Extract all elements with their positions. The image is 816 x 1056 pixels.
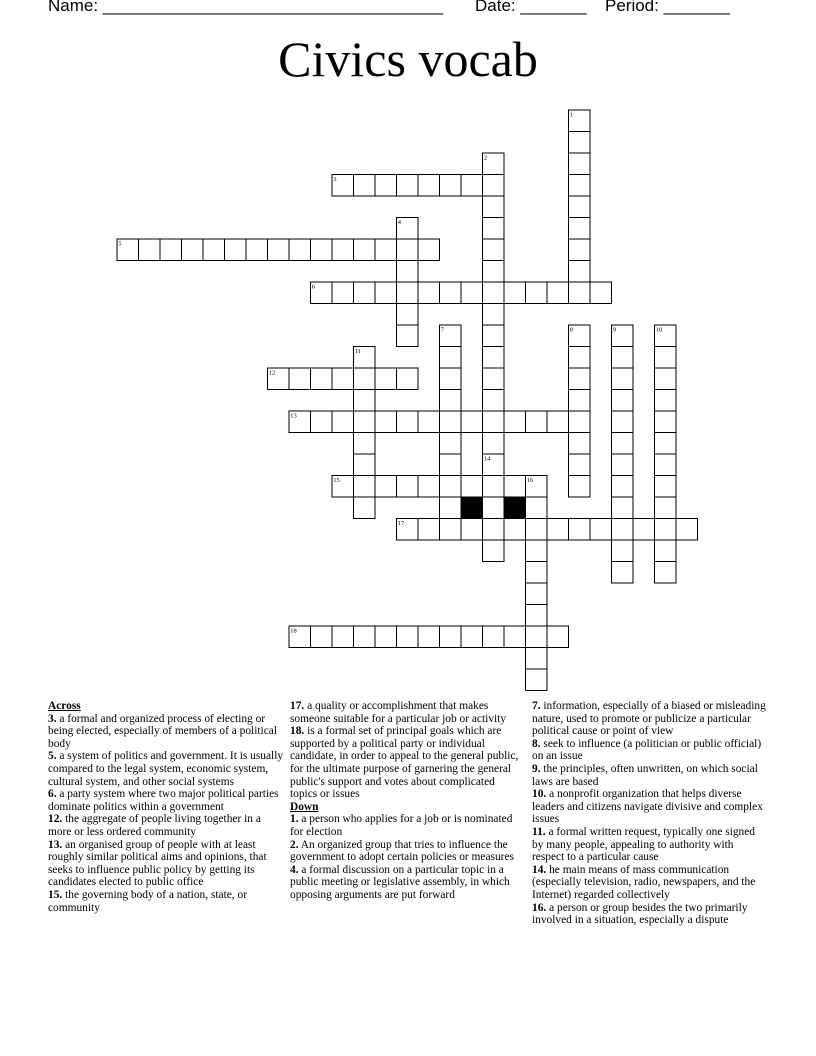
down-clue-list-continued: [532, 700, 768, 927]
clue-text: a person who applies for a job or is nominated for election: [290, 813, 513, 838]
crossword-cell[interactable]: [483, 175, 505, 197]
crossword-cell[interactable]: [440, 175, 462, 197]
crossword-cell[interactable]: [483, 390, 505, 412]
clue-number: 6.: [48, 788, 57, 801]
clue-number: 14.: [532, 863, 547, 876]
clue-number: 8.: [532, 737, 541, 750]
crossword-cell[interactable]: [612, 540, 634, 562]
clue-number: 1.: [290, 813, 299, 826]
crossword-cell[interactable]: [655, 562, 677, 584]
crossword-cell[interactable]: [440, 390, 462, 412]
down-clue: [532, 788, 768, 826]
clue-number: 7.: [532, 700, 541, 712]
crossword-cell[interactable]: [569, 153, 591, 175]
crossword-cell[interactable]: [139, 239, 161, 261]
crossword-cell[interactable]: [375, 368, 397, 390]
down-clue: [532, 738, 768, 763]
cell-number: 17: [397, 520, 405, 527]
crossword-cell[interactable]: [569, 433, 591, 455]
down-clue: [532, 700, 768, 738]
crossword-cell[interactable]: [418, 626, 440, 648]
clue-text: a person or group besides the two primarily involved in a situation, especially a dispute: [532, 901, 748, 927]
crossword-cell[interactable]: [354, 454, 376, 476]
crossword-cell[interactable]: [483, 304, 505, 326]
crossword-cell[interactable]: [440, 497, 462, 519]
crossword-cell[interactable]: [569, 454, 591, 476]
crossword-cell[interactable]: [440, 454, 462, 476]
cell-number: 7: [440, 326, 444, 334]
period-field[interactable]: Period: _______: [605, 0, 730, 15]
crossword-cell[interactable]: [526, 648, 548, 670]
crossword-cell[interactable]: [655, 411, 677, 433]
crossword-cell[interactable]: [483, 325, 505, 347]
crossword-cell[interactable]: [612, 433, 634, 455]
crossword-cell[interactable]: [569, 476, 591, 498]
crossword-cell[interactable]: [440, 476, 462, 498]
clue-text: a quality or accomplishment that makes someone suitable for a particular job or activity: [290, 700, 507, 725]
crossword-cell[interactable]: [655, 476, 677, 498]
crossword-cell[interactable]: [547, 282, 569, 304]
clue-text: a system of politics and government. It is usually compared to the legal system, economic system, cultural system, and other social systems: [48, 750, 284, 788]
crossword-cell[interactable]: [440, 282, 462, 304]
crossword-cell[interactable]: [182, 239, 204, 261]
crossword-cell[interactable]: [354, 239, 376, 261]
crossword-cell[interactable]: [397, 282, 419, 304]
crossword-cell[interactable]: [397, 368, 419, 390]
crossword-cell[interactable]: [332, 239, 354, 261]
crossword-cell[interactable]: [332, 282, 354, 304]
crossword-cell[interactable]: [461, 411, 483, 433]
crossword-cell[interactable]: [569, 519, 591, 541]
crossword-cell[interactable]: [397, 239, 419, 261]
clue-text: the aggregate of people living together in a more or less ordered community: [48, 813, 261, 838]
crossword-cell[interactable]: [397, 175, 419, 197]
crossword-cell[interactable]: [375, 411, 397, 433]
down-clue: [532, 864, 768, 902]
clue-text: a formal and organized process of electing or being elected, especially of members of a political body: [48, 712, 277, 750]
clue-number: 5.: [48, 750, 57, 763]
clue-number: 10.: [532, 788, 547, 801]
clue-text: is a formal set of principal goals which are supported by a political party or individual candidate, in order to appeal to the general public, for the ultimate purpose of garnering the general public's support and votes about complicated topics or issues: [290, 725, 519, 801]
crossword-cell[interactable]: [612, 411, 634, 433]
cell-number: 16: [526, 477, 534, 484]
clue-text: he main means of mass communication (especially television, radio, newspapers, and the Internet) regarded collectively: [532, 863, 756, 901]
crossword-cell[interactable]: [483, 519, 505, 541]
across-clue-list-continued: [290, 700, 524, 801]
crossword-cell[interactable]: [526, 626, 548, 648]
crossword-cell[interactable]: [504, 476, 526, 498]
crossword-cell[interactable]: [569, 132, 591, 154]
cell-number: 4: [397, 219, 401, 226]
crossword-cell[interactable]: [483, 476, 505, 498]
clue-number: 17.: [290, 700, 305, 712]
crossword-cell[interactable]: [504, 626, 526, 648]
crossword-cell[interactable]: [526, 282, 548, 304]
crossword-cell[interactable]: [461, 476, 483, 498]
crossword-cell[interactable]: [569, 239, 591, 261]
crossword-cell[interactable]: [246, 239, 268, 261]
crossword-cell[interactable]: [483, 497, 505, 519]
crossword-cell[interactable]: [225, 239, 247, 261]
name-field[interactable]: Name: ____________________________________: [48, 0, 444, 15]
crossword-cell[interactable]: [655, 454, 677, 476]
clues-column-1: [48, 700, 284, 914]
crossword-cell[interactable]: [612, 347, 634, 369]
crossword-cell[interactable]: [504, 519, 526, 541]
crossword-cell[interactable]: [569, 282, 591, 304]
crossword-cell[interactable]: [569, 175, 591, 197]
crossword-cell[interactable]: [289, 239, 311, 261]
crossword-cell[interactable]: [268, 239, 290, 261]
crossword-cell[interactable]: [655, 540, 677, 562]
crossword-cell[interactable]: [440, 433, 462, 455]
crossword-cell[interactable]: [569, 347, 591, 369]
crossword-cell[interactable]: [526, 519, 548, 541]
crossword-cell[interactable]: [612, 519, 634, 541]
clue-number: 15.: [48, 888, 63, 901]
crossword-cell[interactable]: [397, 411, 419, 433]
crossword-cell[interactable]: [590, 282, 612, 304]
black-square: [461, 497, 483, 519]
crossword-cell[interactable]: [655, 497, 677, 519]
across-clue-list: [48, 713, 284, 915]
cell-number: 13: [290, 412, 297, 420]
black-square: [504, 497, 526, 519]
clue-number: 16.: [532, 901, 547, 914]
crossword-cell[interactable]: [311, 239, 333, 261]
crossword-cell[interactable]: [655, 390, 677, 412]
crossword-cell[interactable]: [354, 411, 376, 433]
date-field[interactable]: Date: _______: [475, 0, 587, 15]
crossword-cell[interactable]: [526, 497, 548, 519]
crossword-cell[interactable]: [483, 282, 505, 304]
crossword-cell[interactable]: [612, 454, 634, 476]
cell-number: 10: [655, 326, 663, 334]
crossword-cell[interactable]: [418, 282, 440, 304]
crossword-cell[interactable]: [526, 605, 548, 627]
clue-number: 2.: [290, 838, 299, 851]
crossword-cell[interactable]: [504, 411, 526, 433]
crossword-cell[interactable]: [440, 411, 462, 433]
crossword-cell[interactable]: [418, 175, 440, 197]
crossword-cell[interactable]: [483, 239, 505, 261]
across-heading: Across: [48, 700, 81, 712]
crossword-cell[interactable]: [483, 540, 505, 562]
clue-number: 11.: [532, 825, 546, 838]
down-clue-list: [290, 813, 524, 901]
crossword-cell[interactable]: [418, 519, 440, 541]
crossword-cell[interactable]: [397, 261, 419, 283]
crossword-cell[interactable]: [397, 304, 419, 326]
clue-number: 4.: [290, 863, 299, 876]
page-title: Civics vocab: [278, 31, 538, 87]
clues-column-3: [532, 700, 768, 927]
crossword-cell[interactable]: [483, 368, 505, 390]
crossword-cell[interactable]: [483, 626, 505, 648]
down-clue: [532, 763, 768, 788]
across-clue: [290, 725, 524, 801]
crossword-cell[interactable]: [504, 282, 526, 304]
crossword-cell[interactable]: [375, 175, 397, 197]
crossword-cell[interactable]: [311, 626, 333, 648]
crossword-cell[interactable]: [375, 476, 397, 498]
crossword-cell[interactable]: [289, 368, 311, 390]
crossword-cell[interactable]: [440, 626, 462, 648]
crossword-cell[interactable]: [526, 411, 548, 433]
crossword-cell[interactable]: [483, 411, 505, 433]
clue-text: information, especially of a biased or misleading nature, used to promote or publicize a particular political cause or point of view: [532, 700, 766, 738]
crossword-cell[interactable]: [526, 669, 548, 691]
clue-number: 3.: [48, 712, 57, 725]
crossword-cell[interactable]: [440, 368, 462, 390]
crossword-cell[interactable]: [483, 218, 505, 240]
crossword-cell[interactable]: [354, 433, 376, 455]
crossword-cell[interactable]: [461, 175, 483, 197]
crossword-cell[interactable]: [547, 411, 569, 433]
clue-text: the governing body of a nation, state, or community: [48, 888, 247, 914]
clue-text: a formal discussion on a particular topic in a public meeting or legislative assembly, in which opposing arguments are put forward: [290, 863, 510, 901]
crossword-cell[interactable]: [418, 239, 440, 261]
crossword-cell[interactable]: [655, 368, 677, 390]
crossword-cell[interactable]: [160, 239, 182, 261]
crossword-cell[interactable]: [612, 562, 634, 584]
across-clue: [48, 750, 284, 788]
crossword-cell[interactable]: [526, 562, 548, 584]
crossword-cell[interactable]: [440, 519, 462, 541]
crossword-cell[interactable]: [569, 390, 591, 412]
crossword-cell[interactable]: [612, 497, 634, 519]
clue-text: seek to influence (a politician or public official) on an issue: [532, 737, 762, 763]
crossword-cell[interactable]: [461, 519, 483, 541]
crossword-cell[interactable]: [569, 196, 591, 218]
down-clue: [290, 864, 524, 902]
crossword-cell[interactable]: [332, 626, 354, 648]
cell-number: 18: [290, 627, 297, 635]
cell-number: 14: [483, 455, 491, 463]
clue-text: a party system where two major political parties dominate politics within a government: [48, 788, 279, 813]
crossword-cell[interactable]: [418, 476, 440, 498]
clue-text: an organised group of people with at least roughly similar political aims and opinions, that seeks to influence public policy by getting its candidates elected to public office: [48, 838, 267, 889]
cell-number: 15: [333, 477, 340, 484]
crossword-cell[interactable]: [311, 368, 333, 390]
down-heading: Down: [290, 800, 319, 813]
crossword-cell[interactable]: [203, 239, 225, 261]
crossword-cell[interactable]: [397, 476, 419, 498]
crossword-cell[interactable]: [375, 626, 397, 648]
cell-number: 3: [333, 176, 337, 183]
crossword-cell[interactable]: [354, 368, 376, 390]
crossword-cell[interactable]: [612, 390, 634, 412]
crossword-cell[interactable]: [375, 239, 397, 261]
cell-number: 9: [612, 326, 616, 334]
crossword-cell[interactable]: [483, 347, 505, 369]
clue-text: a nonprofit organization that helps diverse leaders and citizens navigate divisive and complex issues: [532, 788, 763, 826]
crossword-cell[interactable]: [354, 175, 376, 197]
crossword-cell[interactable]: [569, 368, 591, 390]
crossword-cell[interactable]: [332, 411, 354, 433]
clue-text: An organized group that tries to influence the government to adopt certain policies or measures: [290, 838, 514, 864]
cell-number: 5: [118, 240, 122, 248]
cell-number: 2: [483, 154, 487, 162]
crossword-cell[interactable]: [397, 626, 419, 648]
clue-number: 12.: [48, 813, 63, 826]
across-clue: [48, 713, 284, 751]
across-clue: [48, 889, 284, 914]
cell-number: 11: [354, 348, 361, 355]
down-clue: [290, 839, 524, 864]
crossword-cell[interactable]: [655, 347, 677, 369]
crossword-cell[interactable]: [397, 325, 419, 347]
crossword-cell[interactable]: [375, 282, 397, 304]
across-clue: [48, 839, 284, 889]
crossword-cell[interactable]: [354, 476, 376, 498]
crossword-cell[interactable]: [483, 261, 505, 283]
cell-number: 8: [569, 326, 573, 334]
crossword-cell[interactable]: [547, 519, 569, 541]
crossword-cell[interactable]: [440, 347, 462, 369]
crossword-cell[interactable]: [461, 626, 483, 648]
across-clue: [290, 700, 524, 725]
crossword-cell[interactable]: [655, 433, 677, 455]
down-clue: [532, 902, 768, 927]
down-clue: [290, 813, 524, 838]
across-clue: [48, 788, 284, 813]
down-clue: [532, 826, 768, 864]
crossword-cell[interactable]: [590, 519, 612, 541]
crossword-cell[interactable]: [483, 433, 505, 455]
crossword-cell[interactable]: [612, 368, 634, 390]
crossword-cell[interactable]: [569, 261, 591, 283]
clue-number: 13.: [48, 838, 63, 851]
clues-column-2: [290, 700, 524, 902]
crossword-cell[interactable]: [461, 282, 483, 304]
crossword-cell[interactable]: [547, 626, 569, 648]
crossword-cell[interactable]: [354, 282, 376, 304]
clue-number: 9.: [532, 762, 541, 775]
crossword-cell[interactable]: [354, 626, 376, 648]
crossword-cell[interactable]: [526, 540, 548, 562]
clue-text: a formal written request, typically one signed by many people, appealing to authority with respect to a particular cause: [532, 825, 756, 864]
crossword-cell[interactable]: [418, 411, 440, 433]
clue-text: the principles, often unwritten, on which social laws are based: [532, 762, 758, 788]
crossword-cell[interactable]: [612, 476, 634, 498]
crossword-cell[interactable]: [332, 368, 354, 390]
cell-number: 12: [268, 369, 276, 377]
cell-number: 1: [569, 111, 573, 119]
crossword-cell[interactable]: [483, 196, 505, 218]
crossword-cell[interactable]: [311, 411, 333, 433]
across-clue: [48, 813, 284, 838]
clue-number: 18.: [290, 725, 305, 738]
crossword-cell[interactable]: [354, 497, 376, 519]
crossword-cell[interactable]: [655, 519, 677, 541]
crossword-cell[interactable]: [676, 519, 698, 541]
crossword-cell[interactable]: [569, 411, 591, 433]
cell-number: 6: [311, 283, 315, 291]
crossword-cell[interactable]: [569, 218, 591, 240]
crossword-cell[interactable]: [354, 390, 376, 412]
crossword-cell[interactable]: [526, 583, 548, 605]
crossword-cell[interactable]: [633, 519, 655, 541]
